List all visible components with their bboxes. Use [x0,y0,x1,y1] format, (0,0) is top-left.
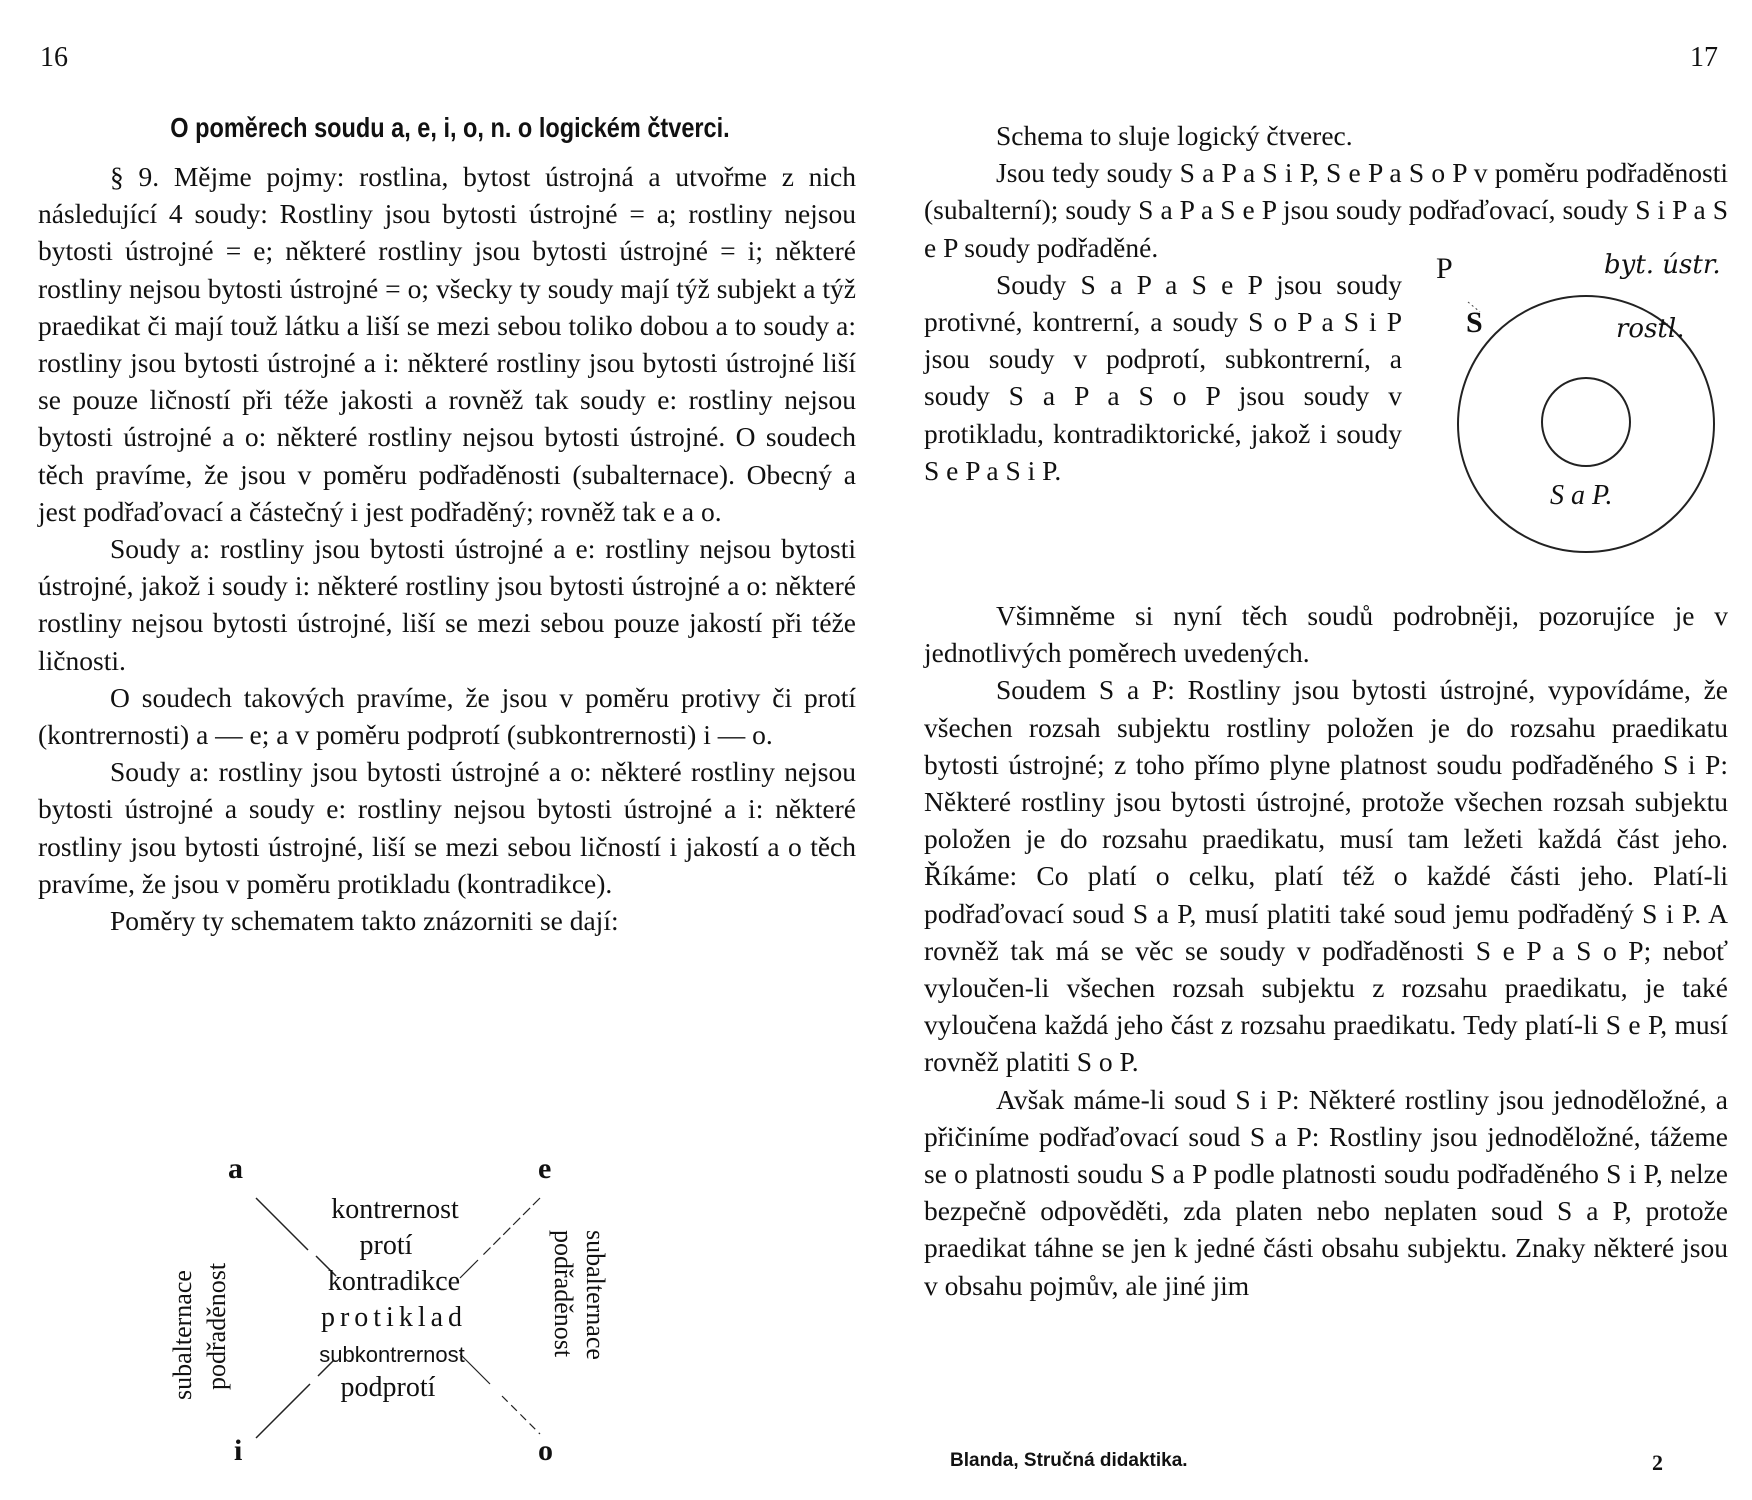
footer-sheet-number: 2 [1652,1450,1663,1475]
left-vertical-subalternace: subalternace [168,1270,197,1400]
right-vertical-podradenost: podřaděnost [549,1230,578,1358]
paragraph: O soudech takových pravíme, že jsou v poměru protivy či protí (kontrernosti) a — e; a v poměru podprotí (subkontrernosti) i — o. [38,681,856,751]
corner-i: i [234,1434,243,1467]
corner-e: e [538,1152,552,1185]
paragraph: Všimněme si nyní těch soudů podrobněji, pozorujíce je v jednotlivých poměrech uvedených. [924,600,1728,669]
logical-square-schema [168,1152,690,1467]
footer-author: Blanda, Stručná didaktika. [950,1450,1188,1471]
handwritten-inner-label: rostl. [1616,314,1685,344]
corner-a: a [228,1152,243,1185]
right-page [876,0,1752,1500]
paragraph: Schema to sluje logický čtverec. [996,120,1353,151]
handwritten-outer-label: byt. ústr. [1604,250,1721,280]
label-podproti: podprotí [340,1372,436,1403]
paragraph: Soudem S a P: Rostliny jsou bytosti ústrojné, vypovídáme, že všechen rozsah subjektu rostliny položen je do rozsahu praedikatu bytosti ústrojné; z toho přímo plyne platnost soudu podřaděného S i P: Některé rostliny jsou bytosti ústrojné, protože všechen rozsah subjektu položen je do rozsahu praedikatu, musí tam ležeti každá část jeho. Říkáme: Co platí o celku, platí též o každé části jeho. Platí-li podřaďovací soud S a P, musí platiti také soud jemu podřaděný S i P. A rovněž tak má se věc se soudy v podřaděnosti S e P a S o P; neboť vyloučen-li všechen rozsah subjektu z rozsahu praedikatu, je také vyloučena každá jeho část z rozsahu praedikatu. Tedy platí-li S e P, musí rovněž platiti S o P. [924,674,1728,1078]
circle-diagram [1410,250,1740,582]
label-kontradikce: kontradikce [327,1266,461,1297]
left-body-text [38,158,856,939]
label-subkontrernost: subkontrernost [319,1342,465,1367]
label-proti: protí [359,1230,413,1261]
corner-o: o [538,1434,553,1467]
paragraph: Jsou tedy soudy S a P a S i P, S e P a S o P v poměru podřaděnosti (subalterní); soudy S a P a S e P jsou soudy podřaďovací, soudy S i P a S e P soudy podřaděné. [924,157,1728,263]
paragraph: Soudy a: rostliny jsou bytosti ústrojné a o: některé rostliny nejsou bytosti ústrojné a soudy e: rostliny nejsou bytosti ústrojné a i: některé rostliny jsou bytosti ústrojné, liší se mezi sebou ličností i jakostí a o těch pravíme, že jsou v poměru protikladu (kontradikce). [38,756,856,899]
section-heading: O poměrech soudu a, e, i, o, n. o logickém čtverci. [170,112,730,143]
label-protiklad: protiklad [320,1302,468,1333]
label-p: P [1436,252,1453,285]
diagram-caption: S a P. [1550,480,1613,511]
left-vertical-podradenost: podřaděnost [202,1262,231,1390]
paragraph: Soudy S a P a S e P jsou soudy protivné, kontrerní, a soudy S o P a S i P jsou soudy v podprotí, subkontrerní, a soudy S a P a S o P jsou soudy v protikladu, kontradiktorické, jakož i soudy S e P a S i P. [924,268,1402,486]
schema-intro: Poměry ty schematem takto znázorniti se dají: [110,905,619,937]
right-vertical-subalternace: subalternace [581,1230,610,1360]
paragraph: § 9. Mějme pojmy: rostlina, bytost ústrojná a utvořme z nich následující 4 soudy: Rostliny jsou bytosti ústrojné = a; rostliny nejsou bytosti ústrojné = e; některé rostliny jsou bytosti ústrojné = i; některé rostliny nejsou bytosti ústrojné = o; všecky ty soudy mají týž subjekt a týž praedikat či mají touž látku a liší se mezi sebou toliko dobou a to soudy a: rostliny jsou bytosti ústrojné a i: některé rostliny jsou bytosti ústrojné liší se pouze ličností při téže jakosti a rovněž tak soudy e: rostliny nejsou bytosti ústrojné a o: některé rostliny nejsou bytosti ústrojné. O soudech těch pravíme, že jsou v poměru podřaděnosti (subalternace). Obecný a jest podřaďovací a částečný i jest podřaděný; rovněž tak e a o. [38,161,856,527]
paragraph: Soudy a: rostliny jsou bytosti ústrojné a e: rostliny nejsou bytosti ústrojné, jakož i soudy i: některé rostliny jsou bytosti ústrojné a o: některé rostliny nejsou bytosti ústrojné, liší se mezi sebou pouze jakostí při téže ličnosti. [38,533,856,676]
circle-diagram-shapes [1410,262,1740,582]
right-body-text [924,597,1728,1304]
page-number-right: 17 [1690,42,1718,73]
paragraph: Avšak máme-li soud S i P: Některé rostliny jsou jednoděložné, a přičiníme podřaďovací soud S a P: Rostliny jsou jednoděložné, tážeme se o platnosti soudu S a P podle platnosti soudu podřaděného S i P, nelze bezpečně odpověděti, zda platen nebo neplaten soud S a P, protože praedikat táhne se jen k jedné části obsahu subjektu. Znaky některé jsou v obsahu pojmův, ale jiné jim [924,1083,1728,1301]
page-number-left: 16 [40,42,68,73]
label-kontrernost: kontrernost [331,1194,459,1225]
label-s: S [1466,306,1483,339]
